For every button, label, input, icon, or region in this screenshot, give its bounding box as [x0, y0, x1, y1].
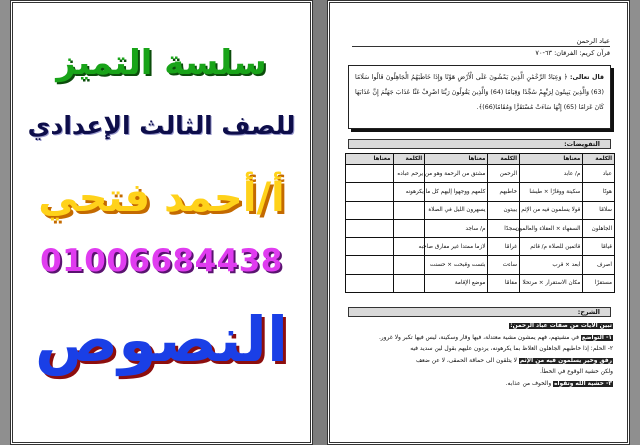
vocab-word-cell: سجدًا	[488, 219, 520, 237]
phone-number: 01006684438	[40, 243, 283, 279]
vocab-word-cell: قيامًا	[583, 238, 615, 256]
vocab-word-cell: سلامًا	[583, 201, 615, 219]
vocab-meaning-cell	[346, 274, 394, 292]
explanation-highlight: ٣- خشية الله وتقواه	[554, 380, 612, 387]
vocab-header-cell: الكلمة	[488, 154, 520, 165]
vocab-word-cell: الرحمن	[488, 165, 520, 183]
explanation-line	[350, 333, 613, 345]
vocab-header-row	[346, 154, 615, 165]
cover-page	[10, 0, 313, 445]
explanation-line	[350, 367, 613, 379]
vocab-header-cell: معناها	[425, 154, 488, 165]
vocab-meaning-cell: بئست وقبحت × حسنت	[425, 256, 488, 274]
series-title: سلسة التميز	[56, 43, 267, 83]
vocab-meaning-cell: موضع الإقامة	[425, 274, 488, 292]
vocab-header-cell: الكلمة	[583, 154, 615, 165]
vocab-word-cell: يبيتون	[488, 201, 520, 219]
explanation-line	[350, 356, 613, 368]
vocab-word-cell: ساءت	[488, 256, 520, 274]
verse-intro: قال تعالى:	[569, 74, 604, 81]
vocab-word-cell: اصرف	[583, 256, 615, 274]
vocab-row	[346, 274, 615, 292]
vocab-meaning-cell: مشتق من الرحمة وهو من يرحم عباده	[425, 165, 488, 183]
vocab-word-cell	[393, 256, 425, 274]
vocab-meaning-cell	[346, 219, 394, 237]
explanation-highlight: تبين الآيات من صفات عباد الرحمن:	[510, 323, 612, 329]
explanation-line	[350, 379, 613, 391]
vocab-word-cell: هونًا	[583, 183, 615, 201]
vocab-meaning-cell: يسهرون الليل في الصلاة	[425, 201, 488, 219]
explanation-text	[350, 321, 613, 391]
vocab-header-cell: معناها	[346, 154, 394, 165]
explanation-rest: والخوف من عذابه.	[505, 380, 554, 387]
vocab-row	[346, 238, 615, 256]
quran-verse-box	[348, 65, 611, 129]
vocab-meaning-cell: سكينة ووقارًا × طيشا	[520, 183, 583, 201]
grade-title: للصف الثالث الإعدادي	[27, 111, 296, 140]
explanation-line	[350, 321, 613, 333]
vocab-word-cell: خاطبهم	[488, 183, 520, 201]
vocab-row	[346, 201, 615, 219]
explanation-rest: لا يتلقون الى حماقة الحمقى، لا عن ضعف	[415, 357, 519, 364]
vocab-meaning-cell: كلمهم ووجهوا إليهم كل ما يكرهونه	[425, 183, 488, 201]
explanation-highlight: رفق وخير يسلمون فيه من الإثم	[519, 357, 612, 364]
explanation-rest: ٢- الحلم: إذا خاطبهم الجاهلون الغلاظ بما يكرهونه، يردون عليهم بقول لين سديد فيه	[410, 346, 613, 353]
vocab-header-cell: الكلمة	[393, 154, 425, 165]
vocab-meaning-cell: م/ ساجد	[425, 219, 488, 237]
vocab-word-cell: مقامًا	[488, 274, 520, 292]
vocab-word-cell: الجاهلون	[583, 219, 615, 237]
subject-title: النصوص	[34, 303, 289, 376]
vocab-meaning-cell: مكان الاستقرار × مرتحلا	[520, 274, 583, 292]
vocab-word-cell: عباد	[583, 165, 615, 183]
explanation-rest: ولكن خشية الوقوع في الخطأ.	[539, 369, 613, 376]
lesson-source: قرآن كريم: الفرقان: ٦٣-٧٠	[535, 49, 610, 57]
vocab-meaning-cell	[346, 201, 394, 219]
vocab-meaning-cell: ابعد × قرب	[520, 256, 583, 274]
vocab-row	[346, 219, 615, 237]
vocab-meaning-cell: قولا يسلمون فيه من الإثم	[520, 201, 583, 219]
vocab-table	[345, 153, 615, 293]
vocab-row	[346, 256, 615, 274]
teacher-name: أ/أحمد فتحي	[38, 175, 285, 221]
page-gap	[313, 0, 327, 445]
vocab-word-cell	[393, 219, 425, 237]
vocab-header-cell: معناها	[520, 154, 583, 165]
vocab-word-cell: غرامًا	[488, 238, 520, 256]
explanation-highlight: ١- التواضع	[581, 334, 612, 341]
vocab-section-title: التفويضات:	[348, 139, 611, 149]
vocab-meaning-cell: لازما ممتدا غير مفارق صاحبه	[425, 238, 488, 256]
explanation-line	[350, 344, 613, 356]
vocab-row	[346, 183, 615, 201]
explanation-section-title: الشرح:	[348, 307, 611, 317]
worksheet-page	[327, 0, 630, 445]
vocab-word-cell	[393, 201, 425, 219]
vocab-row	[346, 165, 615, 183]
vocab-word-cell: مستقرًا	[583, 274, 615, 292]
vocab-meaning-cell: قائمين للصلاة م/ قائم	[520, 238, 583, 256]
vocab-meaning-cell: السفهاء × العقلاء والعالمون	[520, 219, 583, 237]
lesson-title: عباد الرحمن	[352, 37, 610, 47]
vocab-meaning-cell	[346, 256, 394, 274]
explanation-rest: في مشيتهم، فهم يمشون مشية معتدلة، فيها وقار وسكينة، ليس فيها تكبر ولا غرور.	[378, 334, 581, 341]
vocab-word-cell	[393, 274, 425, 292]
verse-text: ﴿ وَعِبَادُ الرَّحْمَٰنِ الَّذِينَ يَمْشُونَ عَلَى الْأَرْضِ هَوْنًا وَإِذَا خَاطَبَهُمُ الْجَاهِلُونَ قَالُوا سَلَامًا (63) وَالَّذِينَ يَبِيتُونَ لِرَبِّهِمْ سُجَّدًا وَقِيَامًا (64) وَالَّذِينَ يَقُولُونَ رَبَّنَا اصْرِفْ عَنَّا عَذَابَ جَهَنَّمَ إِنَّ عَذَابَهَا كَانَ غَرَامًا (65) إِنَّهَا سَاءَتْ مُسْتَقَرًّا وَمُقَامًا(66)﴾.	[355, 74, 604, 111]
vocab-meaning-cell	[346, 238, 394, 256]
vocab-meaning-cell: م/ عابد	[520, 165, 583, 183]
vocab-meaning-cell	[346, 165, 394, 183]
vocab-meaning-cell	[346, 183, 394, 201]
